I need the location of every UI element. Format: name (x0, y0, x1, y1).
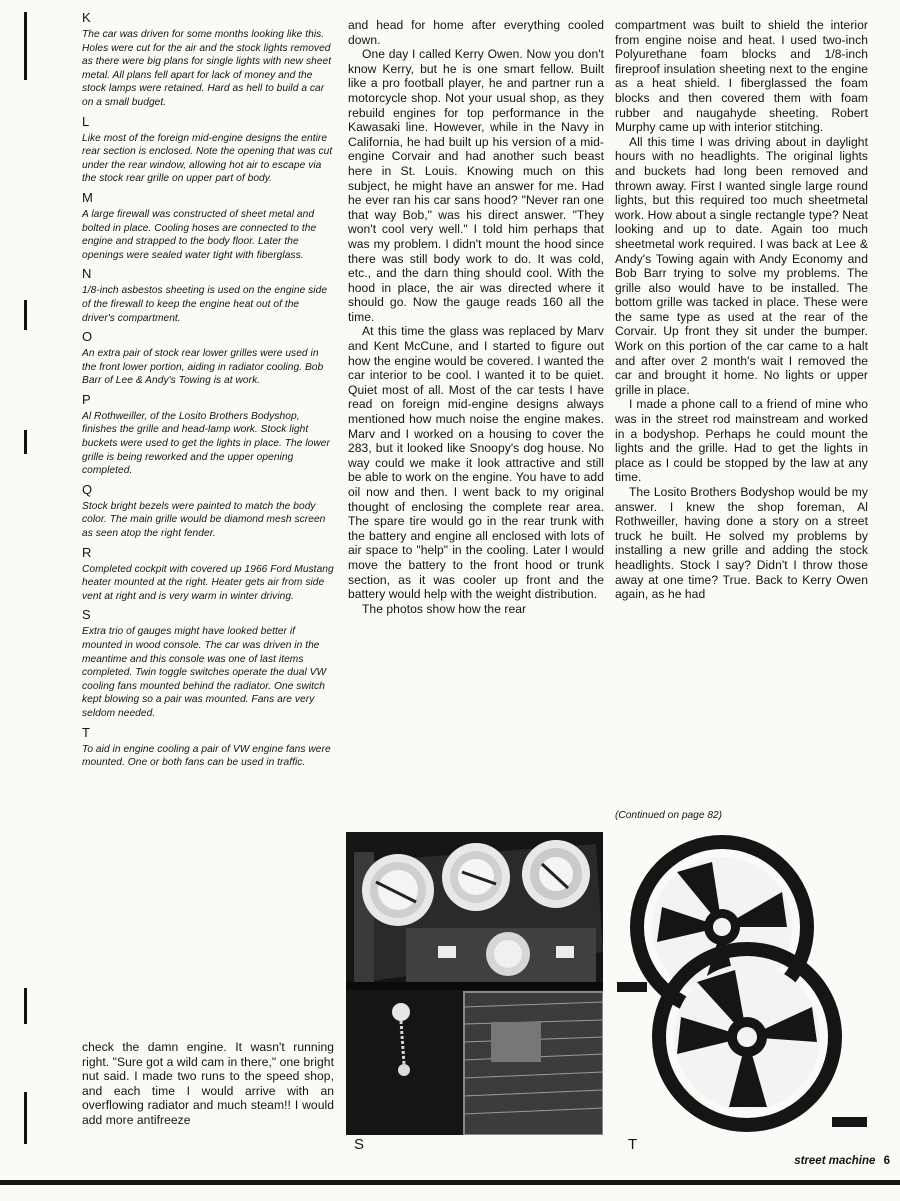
article-paragraph: The Losito Brothers Bodyshop would be my answer. I knew the shop foreman, Al Rothweiller, having done a story on a street truck he built. He solved my problems by installing a new grille and adding the stock headlights. Stock I say? Didn't I throw those away at one time? True. Back to Kerry Owen again, as he had (615, 485, 868, 602)
caption-text: To aid in engine cooling a pair of VW engine fans were mounted. One or both fans can be used in traffic. (82, 743, 331, 769)
gauge-console-illustration (346, 832, 603, 1135)
article-column-1 (82, 1040, 334, 1128)
gauge-icon (486, 932, 530, 976)
magazine-name: street machine (794, 1155, 876, 1167)
caption-q (82, 482, 334, 541)
article-paragraph: I made a phone call to a friend of mine who was in the street rod mainstream and worked in a bodyshop. Perhaps he could mount the lights and the grille. Had to get the lights in place as I could be stopped by the law at any time. (615, 397, 868, 485)
article-paragraph: compartment was built to shield the interior from engine noise and heat. I used two-inch Polyurethane foam blocks and 1/8-inch fireproof insulation sheeting next to the engine as a heat shield. I fiberglassed the foam blocks and then covered them with foam rubber and naugahyde sheeting. Robert Murphy came up with interior stitching. (615, 18, 868, 135)
gauge-icon (442, 843, 510, 911)
article-paragraph: One day I called Kerry Owen. Now you don't know Kerry, but he is one smart fellow. Built like a pro football player, he and partner run a motorcycle shop. Not your usual shop, as they rebuild engines for top performance in the Kawasaki line. However, while in the Navy in California, he had built up his version of a mid-engine Corvair and had another such beast here in St. Louis. Knowing much on this subject, he might have an answer for me. Had he ever ran his car sans hood? "Never ran one that way Bob," was his direct answer. "They won't cool very well." I told him perhaps that was my problem. I didn't mount the hood since there was still body work to do. It was cold, etc., and the darn thing should cool. With the hood in place, the air was directed where it should go. Now the gauge reads 160 all the time. (348, 47, 604, 324)
caption-letter: K (82, 10, 91, 25)
article-paragraph: and head for home after everything cooled down. (348, 18, 604, 47)
photo-gauge-console (346, 832, 603, 1135)
gauge-icon (522, 840, 590, 908)
caption-letter: L (82, 113, 90, 129)
cooling-fans-illustration (617, 832, 867, 1134)
article-paragraph: check the damn engine. It wasn't running right. "Sure got a wild cam in there," one bright nut said. I made two runs to the speed shop, and each time I would arrive with an overflowing radiator and much steam!! I would add more antifreeze (82, 1040, 334, 1127)
caption-n (82, 266, 334, 325)
caption-letter: N (82, 266, 92, 282)
caption-text: 1/8-inch asbestos sheeting is used on the engine side of the firewall to keep the engine heat out of the driver's compartment. (82, 285, 328, 324)
fan-icon (659, 949, 835, 1125)
captions-column (82, 6, 334, 773)
caption-text: An extra pair of stock rear lower grilles were used in the front lower portion, aiding in radiator cooling. Bob Barr of Lee & Andy's Towing is at work. (82, 348, 324, 387)
article-column-2 (348, 18, 604, 616)
caption-text: Completed cockpit with covered up 1966 Ford Mustang heater mounted at the right. Heater gets air from side vent at right and is very warm in winter driving. (82, 563, 334, 602)
caption-text: Extra trio of gauges might have looked better if mounted in wood console. The car was driven in the meantime and this console was one of last items completed. Twin toggle switches operate the dual VW cooling fans mounted behind the radiator. One switch kept blowing so a pair was mounted. Fans are very seldom needed. (82, 626, 327, 719)
caption-o (82, 329, 334, 388)
caption-m (82, 190, 334, 262)
article-paragraph: The photos show how the rear (362, 601, 527, 616)
bottom-rule (0, 1180, 900, 1185)
article-paragraph: All this time I was driving about in daylight hours with no headlights. The original lights and buckets had long been removed and thrown away. First I wanted single large round lights, but this required too much sheetmetal work. How about a single rectangle type? Neat looking and up to date. Again too much sheetmetal work required. I was back at Lee & Andy's Towing again with Andy Economy and Bob Barr trying to solve my problems. The grille also would have to be installed. The bottom grille was tacked in place. These were the same type as used at the rear of the Corvair. Up front they sit under the bumper. Work on this portion of the car came to a halt and after over 2 month's wait I removed the car and brought it home. No lights or upper grille in place. (615, 134, 868, 397)
caption-r (82, 545, 334, 604)
caption-p (82, 392, 334, 478)
article-column-3 (615, 18, 868, 602)
caption-k (82, 10, 334, 110)
caption-letter: O (82, 329, 93, 345)
scan-margin-mark (24, 1092, 27, 1144)
caption-letter: Q (82, 481, 93, 497)
scan-margin-mark (24, 12, 27, 80)
page-footer (794, 1155, 890, 1167)
caption-letter: T (82, 724, 90, 740)
caption-text: Stock bright bezels were painted to match the body color. The main grille would be diamond mesh screen as seen atop the right fender. (82, 500, 326, 540)
scan-margin-mark (24, 430, 27, 454)
caption-letter: P (82, 391, 91, 407)
caption-text: Like most of the foreign mid-engine designs the entire rear section is enclosed. Note the opening that was cut under the rear window, allowing hot air to escape via the stock rear grille on upper part of body. (82, 132, 333, 185)
scan-margin-mark (24, 300, 27, 330)
caption-t (82, 725, 334, 770)
gauge-icon (362, 854, 434, 926)
caption-text: Al Rothweiller, of the Losito Brothers Bodyshop, finishes the grille and head-lamp work. Stock light buckets were used to get the lights in place. The lower grille is being reworked and the upper opening completed. (82, 410, 330, 477)
caption-text: The car was driven for some months looking like this. Holes were cut for the air and the stock lights removed as there were big plans for single lights with new sheet metal. All plans fell apart for lack of money and the stock lamps were retained. Hard as hell to build a car on a small budget. (82, 29, 332, 108)
caption-l (82, 114, 334, 186)
photo-cooling-fans (617, 832, 867, 1134)
caption-s (82, 607, 334, 720)
photo-label-t: T (628, 1136, 638, 1153)
caption-text: A large firewall was constructed of sheet metal and bolted in place. Cooling hoses are connected to the engine and strapped to the body floor. Later the openings were sealed water tight with fiberglass. (82, 208, 317, 261)
caption-letter: S (82, 607, 91, 623)
page-number: 6 (883, 1155, 890, 1167)
continued-note: (Continued on page 82) (615, 810, 723, 821)
caption-letter: M (82, 189, 93, 205)
photo-label-s: S (354, 1136, 365, 1153)
article-paragraph: At this time the glass was replaced by Marv and Kent McCune, and I started to figure out how the engine would be covered. I wanted the car interior to be cool. I wanted it to be quiet. Quiet most of all. Most of the car tests I have read on foreign mid-engine designs always mentioned how much noise the engine makes. Marv and I worked on a housing to cover the 283, but it looked like Snoopy's dog house. No way could we make it look attractive and still be able to work on the engine. You have to add oil now and then. I went back to my original thought of enclosing the complete rear area. The spare tire would go in the rear trunk with the battery and engine all enclosed with lots of air space to "help" in the cooling. Later I would move the battery to the front hood or trunk section, as it was cooler up front and the battery would help with the weight distribution. (348, 324, 604, 602)
scan-margin-mark (24, 988, 27, 1024)
caption-letter: R (82, 544, 92, 560)
